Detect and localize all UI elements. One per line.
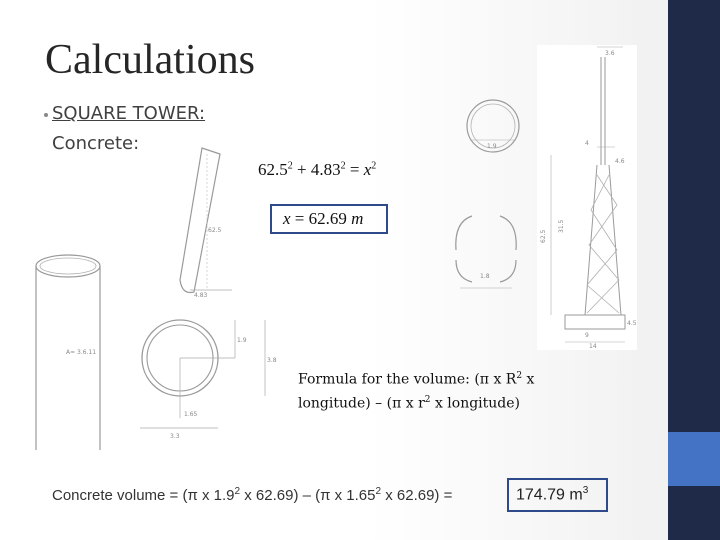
formula-text: Formula for the volume: (π x $R^2$ x longitude) – (π x $r^2$ x longitude) xyxy=(298,371,535,412)
circle-label-inner-diameter: 3.3 xyxy=(170,433,180,440)
tilted-column-label-offset: 4.83 xyxy=(194,292,208,299)
tower-label-14: 14 xyxy=(589,343,597,350)
tower-label-9: 9 xyxy=(585,332,589,339)
equation-1: $62.5^2 + 4.83^2 = x^2$ xyxy=(258,160,377,179)
cylinder-label: A= 3.6.11 xyxy=(66,349,97,356)
tower-label-4: 4 xyxy=(585,140,589,147)
equation-2: x = 62.69 m xyxy=(283,209,364,228)
tower-label-height: 62.5 xyxy=(540,229,547,243)
circle-section-drawing xyxy=(140,318,275,443)
ring-pieces-drawing xyxy=(452,212,524,292)
side-accent xyxy=(668,432,720,486)
tower-label-46: 4.6 xyxy=(615,158,625,165)
ring-pieces-label: 1.8 xyxy=(480,273,490,280)
tilted-column-label-height: 62.5 xyxy=(208,227,222,234)
circle-label-outer-diameter: 3.8 xyxy=(267,357,277,364)
small-ring-drawing xyxy=(465,98,525,156)
bullet-dot xyxy=(44,113,48,117)
volume-calculation: Concrete volume = (π x $1.9^2$ x 62.69) – (π x 1.65$^2$ x 62.69) = xyxy=(52,486,453,504)
small-ring-label: 1.9 xyxy=(487,143,497,150)
tower-label-top: 3.6 xyxy=(605,50,615,57)
tower-drawing xyxy=(537,45,637,350)
slide-title: Calculations xyxy=(45,37,255,83)
volume-result: 174.79 $m^3$ xyxy=(516,485,589,504)
section-label: SQUARE TOWER: xyxy=(52,103,206,124)
cylinder-drawing xyxy=(32,250,107,460)
circle-label-inner-radius: 1.65 xyxy=(184,411,198,418)
material-label: Concrete: xyxy=(52,133,140,154)
circle-label-outer-radius: 1.9 xyxy=(237,337,247,344)
tower-label-45: 4.5 xyxy=(627,320,637,327)
tilted-column-drawing xyxy=(160,140,250,300)
tower-label-315: 31.5 xyxy=(558,219,565,233)
